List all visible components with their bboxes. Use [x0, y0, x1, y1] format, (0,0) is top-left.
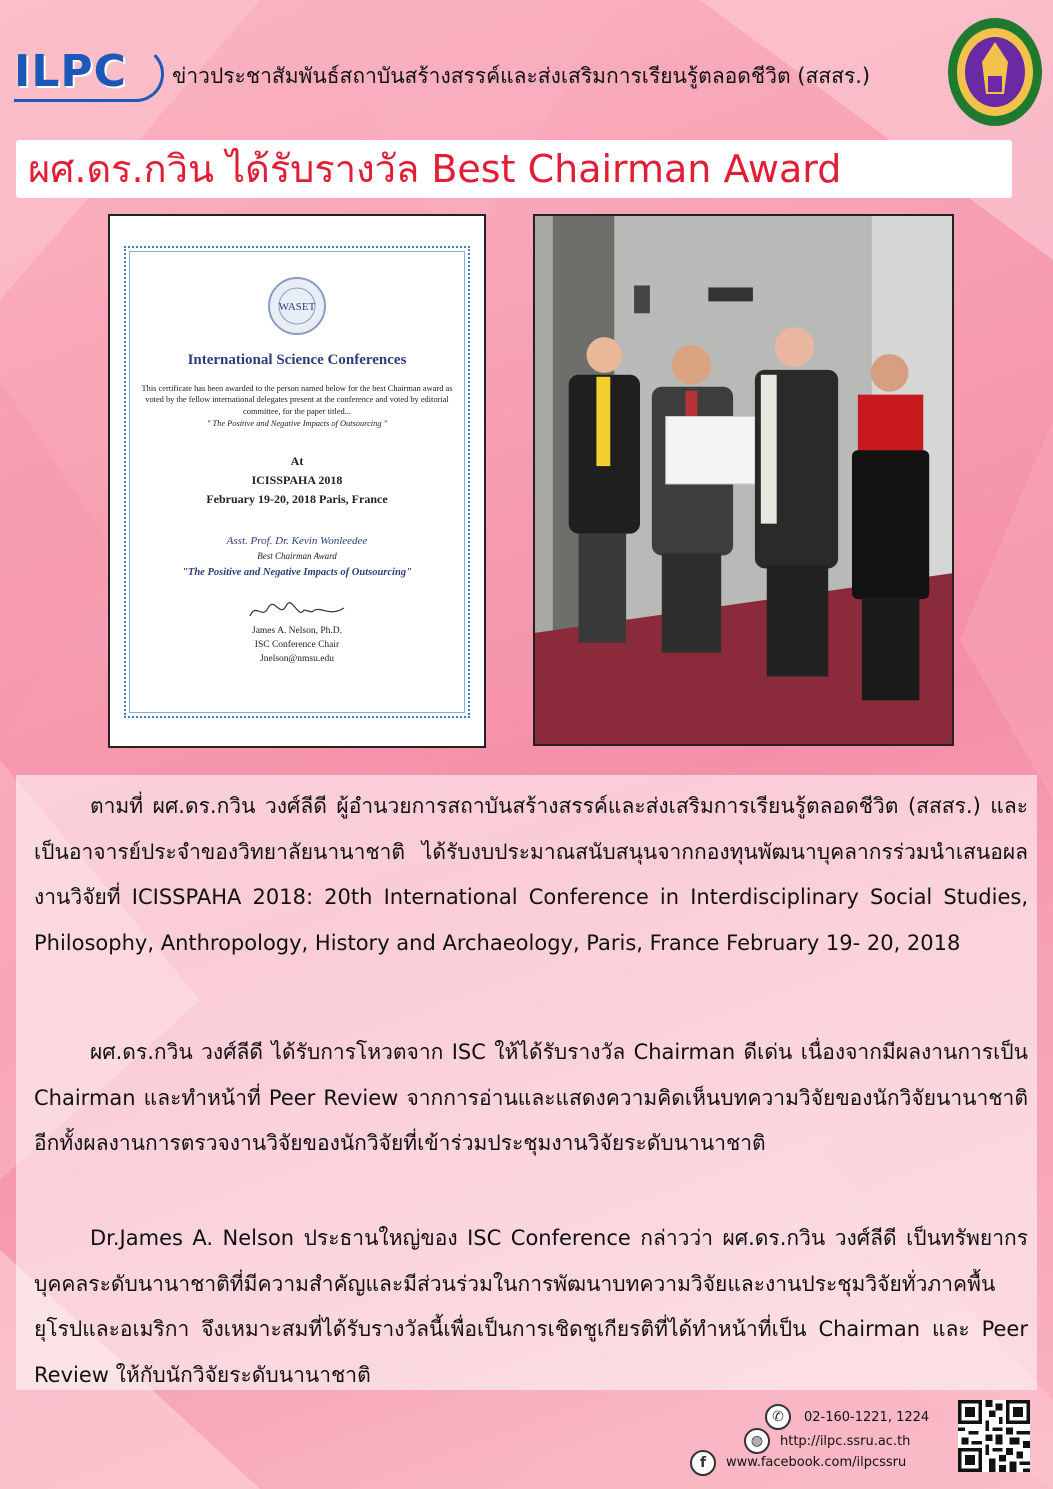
certificate-award: Best Chairman Award: [257, 551, 337, 562]
svg-text:WASET: WASET: [278, 301, 316, 313]
certificate-email: Jnelson@nmsu.edu: [260, 654, 334, 665]
article-paragraph-2: ผศ.ดร.กวิน วงศ์ลีดี ได้รับการโหวตจาก ISC ให้ได้รับรางวัล Chairman ดีเด่น เนื่องจากมีผลงานการเป็น Chairman และทำหน้าที่ Peer Review จากการอ่านและแสดงความคิดเห็นบทความวิจัยของนักวิจัยนานาชาติ อีกทั้งผลงานการตรวจงานวิจัยของนักวิจัยที่เข้าร่วมประชุมงานวิจัยระดับนานาชาติ: [34, 1040, 1028, 1156]
ilpc-logo-text: ILPC: [14, 46, 127, 97]
certificate-quote: " The Positive and Negative Impacts of Outsourcing ": [206, 419, 388, 429]
university-seal-icon: [946, 16, 1044, 128]
award-photo: [533, 214, 954, 746]
article-paragraph-1: ตามที่ ผศ.ดร.กวิน วงศ์ลีดี ผู้อำนวยการสถาบันสร้างสรรค์และส่งเสริมการเรียนรู้ตลอดชีวิต (สสสร.) และเป็นอาจารย์ประจำของวิทยาลัยนานาชาติ ได้รับงบประมาณสนับสนุนจากกองทุนพัฒนาบุคลากรร่วมนำเสนอผลงานวิจัยที่ ICISSPAHA 2018: 20th International Conference in Interdisciplinary Social Studies, Philosophy, Anthropology, History and Archaeology, Paris, France February 19- 20, 2018: [34, 794, 1028, 955]
certificate-conference: ICISSPAHA 2018: [251, 473, 343, 488]
certificate-statement: This certificate has been awarded to the person named below for the best Chairman award as voted by the fellow international delegates present at the conference and voted by editorial committee, for the paper titled...: [141, 384, 453, 416]
certificate-signer: James A. Nelson, Ph.D.: [252, 626, 342, 637]
certificate-heading: International Science Conferences: [187, 352, 407, 368]
organization-name: ข่าวประชาสัมพันธ์สถาบันสร้างสรรค์และส่งเสริมการเรียนรู้ตลอดชีวิต (สสสร.): [172, 64, 871, 88]
certificate-image: [108, 214, 486, 748]
contact-phone: 02-160-1221, 1224: [804, 1410, 930, 1425]
certificate-paper: "The Positive and Negative Impacts of Outsourcing": [182, 567, 412, 579]
certificate-role: ISC Conference Chair: [254, 640, 340, 651]
certificate-at: At: [290, 454, 304, 469]
article-paragraph-3: Dr.James A. Nelson ประธานใหญ่ของ ISC Conference กล่าวว่า ผศ.ดร.กวิน วงศ์ลีดี เป็นทรัพยากรบุคคลระดับนานาชาติที่มีความสำคัญและมีส่วนร่วมในการพัฒนาบทความวิจัยและงานประชุมวิจัยทั่วภาคพื้นยุโรปและอเมริกา จึงเหมาะสมที่ได้รับรางวัลนี้เพื่อเป็นการเชิดชูเกียรติที่ได้ทำหน้าที่เป็น Chairman และ Peer Review ให้กับนักวิจัยระดับนานาชาติ: [34, 1226, 1028, 1387]
contact-facebook[interactable]: www.facebook.com/ilpcssru: [726, 1455, 907, 1470]
signature-icon: [242, 598, 352, 624]
certificate-recipient: Asst. Prof. Dr. Kevin Wonleedee: [226, 535, 368, 548]
facebook-icon: f: [690, 1450, 716, 1476]
contact-website[interactable]: http://ilpc.ssru.ac.th: [780, 1434, 911, 1449]
ilpc-logo: [14, 46, 162, 98]
phone-icon: ✆: [765, 1404, 791, 1430]
waset-logo-icon: [267, 276, 327, 336]
qr-code-icon[interactable]: [958, 1400, 1030, 1472]
headline: ผศ.ดร.กวิน ได้รับรางวัล Best Chairman Award: [16, 140, 1012, 198]
certificate-date: February 19-20, 2018 Paris, France: [206, 492, 388, 507]
globe-icon: ◍: [744, 1428, 770, 1454]
